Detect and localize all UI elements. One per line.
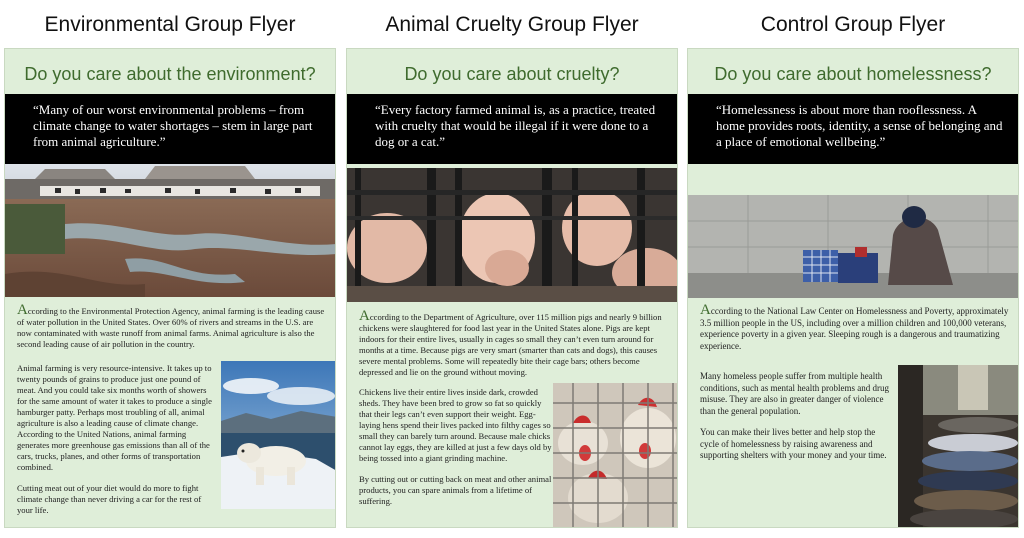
env-body [17, 363, 217, 526]
control-body [700, 371, 890, 472]
env-headline: Do you care about the environment? [24, 64, 316, 84]
env-intro-rest: ccording to the Environmental Protection Agency, animal farming is the leading cause of water pollution in the United States. Over 60% of rivers and streams in the U.S. are now contaminated with waste runoff from animal farms. Animal agriculture is also the second leading cause of air pollution in the country. [17, 306, 325, 349]
animal-flyer-title: Animal Cruelty Group Flyer [385, 13, 639, 36]
env-quote: “Many of our worst environmental problems – from climate change to water shortages – stem in large part from animal agriculture.” [5, 94, 335, 164]
control-intro-rest: ccording to the National Law Center on Homelessness and Poverty, approximately 3.5 million people in the US, including over a million children and 100,000 veterans, experience poverty in a given year. Sleeping rough is a dangerous and traumatizing experience. [700, 306, 1009, 351]
env-flyer [4, 48, 336, 528]
control-flyer-title: Control Group Flyer [760, 13, 946, 36]
env-intro-text [17, 302, 327, 350]
env-body-paragraph-1: Animal farming is very resource-intensive. It takes up to twenty pounds of grains to produce just one pound of meat. And you could take six months worth of showers for the same amount of water it takes to produce a single hamburger patty. Perhaps most troubling of all, animal agriculture is also a leading cause of climate change. According to the United Nations, animal farming generates more greenhouse gas emissions than all of the cars, trucks, planes, and other forms of transportation combined. [17, 363, 212, 472]
animal-quote: “Every factory farmed animal is, as a practice, treated with cruelty that would be illegal if it were done to a dog or a cat.” [347, 94, 677, 164]
control-headline: Do you care about homelessness? [714, 64, 992, 84]
control-homeless-photo [688, 195, 1019, 298]
control-sleeping-people-photo [898, 365, 1019, 528]
env-farm-photo [5, 164, 336, 297]
env-body-paragraph-2: Cutting meat out of your diet would do more to fight climate change than never driving a car for the rest of your life. [17, 483, 202, 515]
control-body-paragraph-1: Many homeless people suffer from multiple health conditions, such as mental health problems and drug misuse. They are also in greater danger of violence than the general population. [700, 371, 889, 416]
env-flyer-title: Environmental Group Flyer [44, 13, 296, 36]
control-flyer [687, 48, 1019, 528]
animal-pigs-photo [347, 168, 678, 302]
env-intro-initial: A [17, 302, 28, 318]
control-intro-initial: A [700, 302, 711, 318]
control-quote: “Homelessness is about more than rooflessness. A home provides roots, identity, a sense of belonging and a place of emotional wellbeing.” [688, 94, 1018, 164]
animal-body-paragraph-2: By cutting out or cutting back on meat and other animal products, you can spare animals from a lifetime of suffering. [359, 474, 552, 506]
animal-intro-rest: ccording to the Department of Agriculture, over 115 million pigs and nearly 9 billion chickens were slaughtered for food last year in the United States alone. Pigs are kept indoors for their entire lives, usually in cages so small they can’t even turn around for months at a time. Because pigs are very smart (smarter than cats and dogs), this causes severe mental problems. Some will repeatedly bite their cage bars; others become depressed and lie on the ground without moving. [359, 312, 662, 377]
animal-intro-text [359, 308, 669, 378]
animal-intro-initial: A [359, 308, 370, 324]
env-polar-bear-photo [221, 361, 336, 509]
animal-chickens-photo [553, 383, 678, 528]
control-body-paragraph-2: You can make their lives better and help stop the cycle of homelessness by raising awareness and supporting shelters with your money and your time. [700, 427, 887, 460]
animal-flyer [346, 48, 678, 528]
animal-body-paragraph-1: Chickens live their entire lives inside dark, crowded sheds. They have been bred to grow so fat so quickly that their legs can’t even support their weight. Egg-laying hens spend their lives packed into filthy cages so small they can barely turn around. Because male chicks cannot lay eggs, they are killed at just a few days old by being tossed into a giant grinding machine. [359, 387, 552, 463]
animal-body [359, 387, 555, 517]
animal-headline: Do you care about cruelty? [404, 64, 620, 84]
control-intro-text [700, 302, 1010, 352]
